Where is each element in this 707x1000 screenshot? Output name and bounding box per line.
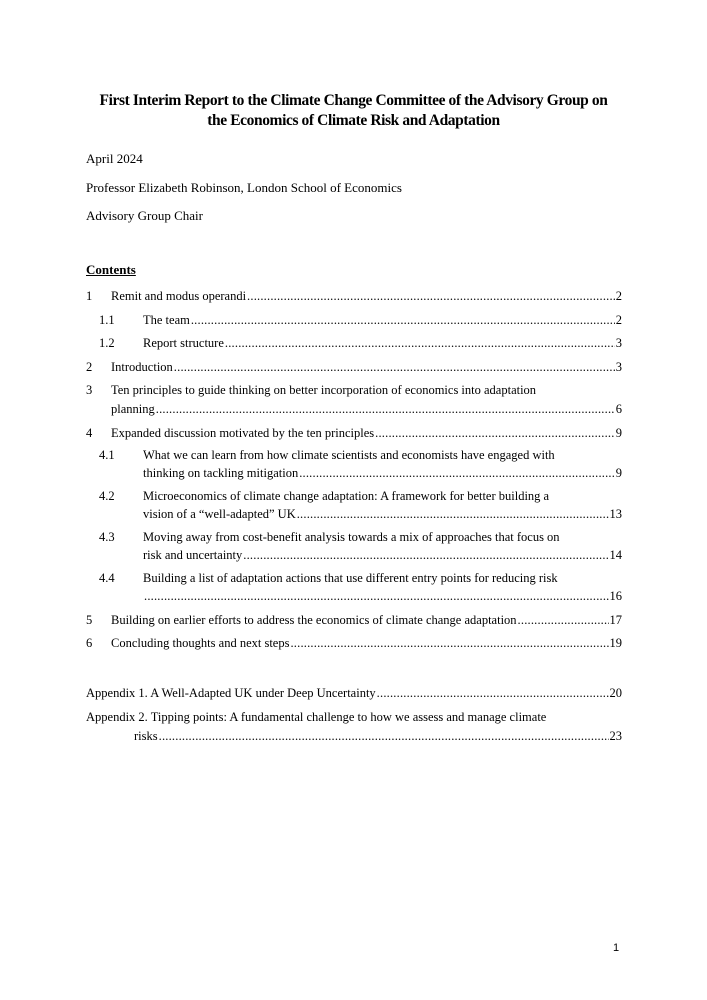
toc-entry-first-line: [99, 530, 560, 545]
toc-entry[interactable]: [143, 548, 622, 563]
toc-entry-title-line1: Ten principles to guide thinking on better incorporation of economics into adaptation: [111, 383, 537, 397]
toc-entry-page: 13: [609, 507, 622, 521]
report-date: April 2024: [86, 151, 143, 166]
toc-entry-title: Remit and modus operandi: [111, 289, 247, 303]
toc-entry-page: 16: [609, 589, 622, 603]
toc-entry[interactable]: [99, 313, 622, 328]
toc-entry[interactable]: [86, 426, 622, 441]
toc-entry[interactable]: [143, 507, 622, 522]
toc-entry-page: 17: [609, 613, 622, 627]
toc-entry-title-line1: Building a list of adaptation actions that use different entry points for reducing risk: [143, 571, 558, 585]
toc-leader: [377, 686, 609, 701]
toc-entry-page: 3: [615, 336, 622, 350]
toc-entry-number: 1.2: [99, 336, 115, 350]
toc-entry-first-line: [99, 489, 549, 504]
toc-entry[interactable]: [143, 589, 622, 604]
toc-appendix-entry[interactable]: [134, 729, 622, 744]
toc-entry-page: 6: [615, 402, 622, 416]
document-title: [80, 91, 627, 131]
toc-entry-title: Building on earlier efforts to address the economics of climate change adaptation: [111, 613, 517, 627]
toc-entry-number: 5: [86, 613, 93, 627]
toc-leader: [247, 289, 615, 304]
toc-entry-title: vision of a “well-adapted” UK: [143, 507, 296, 521]
toc-appendix-title: risks: [134, 729, 158, 743]
toc-entry-title: Introduction: [111, 360, 173, 374]
toc-leader: [518, 613, 609, 628]
toc-leader: [159, 729, 609, 744]
toc-appendix-title: Appendix 1. A Well-Adapted UK under Deep Uncertainty: [86, 686, 376, 700]
toc-entry-number: 6: [86, 636, 93, 650]
toc-appendix-entry[interactable]: [86, 686, 622, 701]
toc-entry-title: The team: [143, 313, 190, 327]
toc-entry[interactable]: [86, 636, 622, 651]
toc-entry-first-line: [99, 448, 555, 463]
toc-appendix-first-line: Appendix 2. Tipping points: A fundamental challenge to how we assess and manage climate: [86, 710, 547, 724]
toc-leader: [156, 402, 615, 417]
author-line: Professor Elizabeth Robinson, London School of Economics: [86, 180, 402, 195]
toc-entry-number: 4: [86, 426, 93, 440]
toc-entry-number: 1.1: [99, 313, 115, 327]
toc-entry-number: 4.4: [99, 571, 115, 585]
toc-entry-title: risk and uncertainty: [143, 548, 243, 562]
toc-entry-number: 1: [86, 289, 93, 303]
toc-appendix-page: 23: [609, 729, 622, 743]
toc-entry-page: 2: [615, 313, 622, 327]
toc-entry-first-line: [86, 383, 536, 398]
toc-leader: [375, 426, 615, 441]
toc-entry[interactable]: [111, 402, 622, 417]
toc-entry[interactable]: [86, 613, 622, 628]
toc-entry-title: thinking on tackling mitigation: [143, 466, 299, 480]
author-role: Advisory Group Chair: [86, 208, 203, 223]
toc-entry-page: 3: [615, 360, 622, 374]
toc-entry-number: 4.2: [99, 489, 115, 503]
toc-entry-first-line: [99, 571, 558, 586]
toc-entry-number: 3: [86, 383, 93, 397]
toc-entry-page: 2: [615, 289, 622, 303]
toc-leader: [174, 360, 615, 375]
toc-entry[interactable]: [143, 466, 622, 481]
toc-leader: [191, 313, 615, 328]
toc-appendix-page: 20: [609, 686, 622, 700]
toc-entry-title: Report structure: [143, 336, 224, 350]
title-line-1: First Interim Report to the Climate Change Committee of the Advisory Group on: [99, 92, 608, 109]
page-number: 1: [613, 942, 620, 954]
toc-entry-number: 4.3: [99, 530, 115, 544]
toc-leader: [243, 548, 608, 563]
toc-entry-number: 4.1: [99, 448, 115, 462]
toc-entry-page: 9: [615, 466, 622, 480]
toc-entry-title-line1: What we can learn from how climate scientists and economists have engaged with: [143, 448, 555, 462]
toc-leader: [299, 466, 615, 481]
toc-leader: [290, 636, 608, 651]
contents-heading: Contents: [86, 262, 136, 277]
toc-entry-number: 2: [86, 360, 93, 374]
toc-leader: [144, 589, 609, 604]
toc-entry-title: Concluding thoughts and next steps: [111, 636, 290, 650]
toc-entry[interactable]: [86, 360, 622, 375]
toc-entry-page: 14: [609, 548, 622, 562]
toc-entry-title: Expanded discussion motivated by the ten principles: [111, 426, 375, 440]
toc-leader: [297, 507, 609, 522]
toc-entry-title-line1: Moving away from cost-benefit analysis towards a mix of approaches that focus on: [143, 530, 560, 544]
toc-entry-title-line1: Microeconomics of climate change adaptation: A framework for better building a: [143, 489, 550, 503]
toc-entry[interactable]: [99, 336, 622, 351]
title-line-2: the Economics of Climate Risk and Adaptation: [207, 112, 500, 129]
toc-entry-page: 19: [609, 636, 622, 650]
toc-leader: [225, 336, 615, 351]
toc-entry-page: 9: [615, 426, 622, 440]
toc-entry[interactable]: [86, 289, 622, 304]
toc-entry-title: planning: [111, 402, 155, 416]
